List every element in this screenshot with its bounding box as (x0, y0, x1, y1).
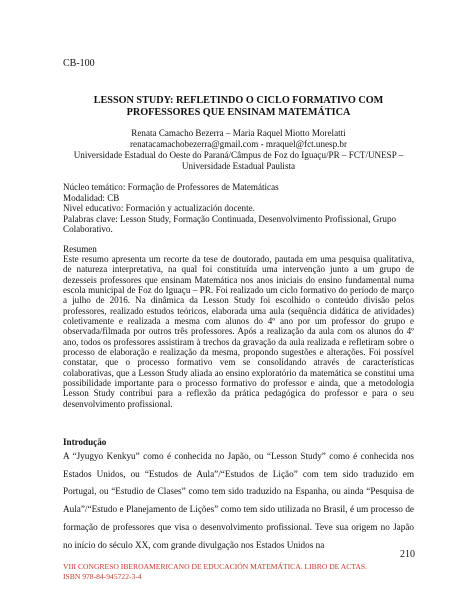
author-block (63, 128, 414, 172)
paper-code: CB-100 (63, 58, 95, 69)
meta-modalidad: Modalidad: CB (63, 192, 120, 203)
author-emails: renatacamachobezerra@gmail.com - mraquel@fct.unesp.br (130, 139, 347, 149)
metadata-block (63, 182, 414, 235)
paper-title: LESSON STUDY: REFLETINDO O CICLO FORMATIVO COM PROFESSORES QUE ENSINAM MATEMÁTICA (93, 95, 384, 118)
author-affiliation: Universidade Estadual do Oeste do Paraná/Câmpus de Foz do Iguaçu/PR – FCT/UNESP – Universidade Estadual Paulista (73, 150, 404, 171)
abstract-heading: Resumen (63, 244, 97, 254)
footer-isbn: ISBN 978-84-945722-3-4 (63, 572, 142, 581)
intro-heading: Introdução (63, 437, 107, 447)
meta-nivel: Nivel educativo: Formación y actualización docente. (63, 203, 255, 214)
footer-congress: VIII CONGRESO IBEROAMERICANO DE EDUCACIÓN MATEMÁTICA. LIBRO DE ACTAS. (63, 562, 367, 571)
intro-text: A “Jyugyo Kenkyu” como é conhecida no Japão, ou “Lesson Study” como é conhecida nos Estados Unidos, ou “Estudos de Aula”/“Estudos de Lição” com tem sido traduzido em Portugal, ou “Estudio de Clases” como tem sido traduzido na Espanha, ou ainda “Pesquisa de Aula”/“Estudo e Planejamento de Lições” como tem sido utilizada no Brasil, é um processo de formação de professores que visa o desenvolvimento profissional. Teve sua origem no Japão no início do século XX, com grande divulgação nos Estados Unidos na (63, 451, 414, 550)
meta-palabras: Palabras clave: Lesson Study, Formação Continuada, Desenvolvimento Profissional, Grupo Colaborativo. (63, 213, 397, 235)
page-number: 210 (400, 549, 415, 560)
meta-nucleo: Núcleo temático: Formação de Professores de Matemáticas (63, 182, 279, 192)
author-names: Renata Camacho Bezerra – Maria Raquel Miotto Morelatti (131, 128, 346, 138)
abstract-text: Este resumo apresenta um recorte da tese de doutorado, pautada em uma pesquisa qualitativa, de natureza interpretativa, na qual foi constituída uma intervenção junto a um grupo de dezesseis professores que ensinam Matemática nos anos iniciais do ensino fundamental numa escola municipal de Foz do Iguaçu – PR. Foi realizado um ciclo formativo do período de março a julho de 2016. Na dinâmica da Lesson Study foi escolhido o conteúdo divisão pelos professores, realizado estudos teóricos, elaborada uma aula (sequência didática de atividades) coletivamente e realizada a mesma com alunos do 4º ano por um professor do grupo e observada/filmada por outros três professores. Após a realização da aula com os alunos do 4º ano, todos os professores assistiram à trechos da gravação da aula realizada e refletiram sobre o processo de elaboração e realização da mesma, propondo sugestões e alterações. Foi possível constatar, que o processo formativo vem se consolidando através de características colaborativas, que a Lesson Study aliada ao ensino exploratório da matemática se constitui uma possibilidade importante para o processo formativo do professor e ainda, que a metodologia Lesson Study contribui para a reflexão da prática pedagógica do professor e para o seu desenvolvimento profissional. (63, 254, 414, 409)
